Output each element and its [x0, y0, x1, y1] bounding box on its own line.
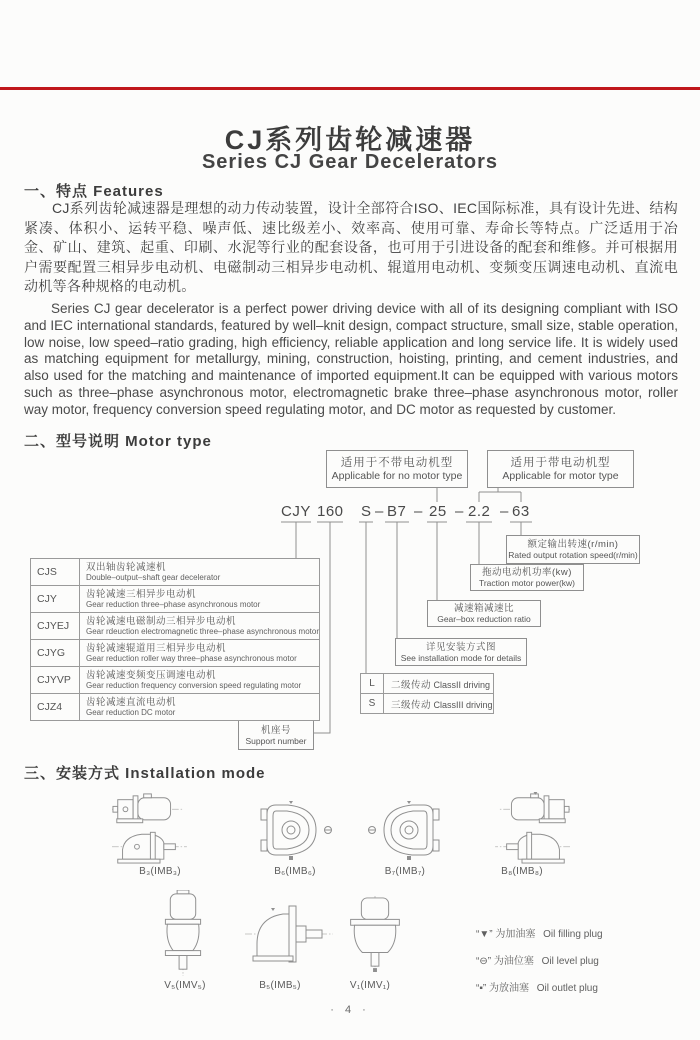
figure-label-b7: B₇(IMB₇) [384, 866, 426, 877]
code-part-ratio: 25 [429, 503, 447, 520]
callout-rated-speed [506, 535, 640, 564]
table-row [31, 667, 320, 694]
page-title-zh: CJ系列齿轮减速器 [224, 125, 476, 155]
note-zh: 为放油塞 [489, 983, 529, 994]
page-number: · 4 · [330, 1004, 370, 1016]
model-desc-zh: 齿轮减速直流电动机 [85, 696, 176, 708]
model-desc-zh: 齿轮减速电磁制动三相异步电动机 [85, 615, 236, 627]
figure-label-v5: V₅(IMV₅) [164, 980, 206, 991]
callout-support-number-en: Support number [245, 735, 307, 746]
drive-desc-zh: 二级传动 [391, 679, 432, 691]
features-paragraph-zh: CJ系列齿轮减速器是理想的动力传动装置，设计全部符合ISO、IEC国际标准，具有设计先进、结构紧凑、体积小、运转平稳、噪声低、速比级差小、效率高、使用可靠、寿命长等特点。广泛适用于冶金、矿山、建筑、起重、印刷、水泥等行业的配套设备，也可用于引进设备的配套和维修。并可根据用户需要配置三相异步电动机、电磁制动三相异步电动机、辊道用电动机、变频变压调速电动机、直流电动机等各种规格的电动机。 [24, 200, 678, 294]
model-code: CJYEJ [31, 613, 80, 640]
drive-key: L [361, 674, 384, 694]
code-part-mounting: B7 [387, 503, 407, 520]
drive-desc-en: ClassII driving [433, 679, 491, 690]
figure-label-b8: B₈(IMB₈) [501, 866, 543, 877]
note-en: Oil outlet plug [536, 983, 598, 994]
oil-level-plug-symbol: “⊖” [476, 956, 492, 967]
code-part-speed: 63 [512, 503, 530, 520]
drive-desc-zh: 三级传动 [391, 699, 432, 711]
model-desc-zh: 双出轴齿轮减速机 [85, 561, 166, 573]
note-en: Oil filling plug [543, 929, 603, 940]
note-en: Oil level plug [541, 956, 599, 967]
model-desc-en: Gear reduction three–phase asynchronous motor [85, 599, 261, 609]
callout-no-motor-type [326, 450, 468, 488]
figure-v5 [153, 890, 213, 978]
code-dash-2: – [414, 503, 423, 520]
callout-motor-type-zh: 适用于带电动机型 [510, 457, 611, 469]
model-code: CJYG [31, 640, 80, 667]
note-zh: 为加油塞 [495, 929, 536, 940]
callout-installation-ref [395, 638, 527, 666]
installation-heading: 三、安装方式 Installation mode [24, 765, 266, 782]
model-desc-en: Double–output–shaft gear decelerator [85, 572, 221, 582]
figure-b7 [362, 800, 448, 860]
model-desc-en: Gear reduction roller way three–phase asynchronous motor [85, 653, 297, 663]
callout-motor-type-en: Applicable for motor type [502, 470, 619, 482]
note-zh: 为油位塞 [493, 956, 534, 967]
figure-b5 [245, 898, 335, 970]
model-desc-en: Gear rdeuction electromagnetic three–phase asynchronous motor [85, 626, 319, 636]
motor-type-heading: 二、型号说明 Motor type [24, 433, 212, 450]
model-desc-zh: 齿轮减速三相异步电动机 [85, 588, 196, 600]
callout-support-number [238, 720, 314, 750]
model-series-table [30, 558, 320, 721]
table-row [31, 613, 320, 640]
code-dash-3: – [455, 503, 464, 520]
features-heading: 一、特点 Features [24, 183, 164, 200]
figure-label-b3: B₃(IMB₃) [139, 866, 181, 877]
table-row [361, 694, 494, 714]
callout-no-motor-type-en: Applicable for no motor type [331, 470, 463, 482]
model-code: CJZ4 [31, 694, 80, 721]
callout-support-number-zh: 机座号 [260, 724, 291, 736]
model-code: CJYVP [31, 667, 80, 694]
code-part-support: 160 [317, 503, 344, 520]
drive-class-table [360, 673, 494, 714]
figure-label-b6: B₆(IMB₆) [274, 866, 316, 877]
callout-motor-type [487, 450, 634, 488]
callout-reduction-ratio-en: Gear–box reduction ratio [437, 614, 531, 624]
figure-b8 [472, 792, 572, 864]
callout-traction-power-zh: 拖动电动机功率(kw) [482, 567, 572, 578]
code-part-drive: S [361, 503, 372, 520]
callout-installation-ref-en: See installation mode for details [400, 652, 522, 663]
model-code: CJY [31, 586, 80, 613]
model-desc-en: Gear reduction DC motor [85, 707, 176, 717]
table-row [31, 694, 320, 721]
drive-key: S [361, 694, 384, 714]
note-oil-outlet [476, 975, 686, 1002]
callout-reduction-ratio [427, 600, 541, 627]
callout-installation-ref-zh: 详见安装方式图 [425, 641, 496, 653]
model-code: CJS [31, 559, 80, 586]
header-red-rule [0, 87, 700, 90]
oil-plug-notes [476, 921, 686, 1002]
oil-filling-plug-symbol: “▼” [476, 929, 493, 940]
drive-desc-en: ClassIII driving [433, 699, 493, 710]
figure-label-v1: V₁(IMV₁) [349, 980, 391, 991]
model-desc-zh: 齿轮减速变频变压调速电动机 [85, 669, 216, 681]
page-title-en: Series CJ Gear Decelerators [201, 151, 499, 173]
code-part-power: 2.2 [468, 503, 491, 520]
callout-no-motor-type-zh: 适用于不带电动机型 [340, 457, 454, 469]
code-dash-4: – [500, 503, 509, 520]
callout-rated-speed-en: Rated output rotation speed(r/min) [508, 550, 638, 560]
code-part-series: CJY [281, 503, 311, 520]
figure-b3 [110, 792, 210, 864]
model-desc-zh: 齿轮减速辊道用三相异步电动机 [85, 642, 226, 654]
table-row [31, 640, 320, 667]
features-paragraph-en: Series CJ gear decelerator is a perfect power driving device with all of its designing compliant with ISO and IEC international standards, featured by well–knit design, compact structure, small size, stable operation, low noise, low speed–ratio grading, high efficiency, reliable application and long service life. It is widely used as matching equipment for metallurgy, mining, construction, hoisting, printing, and cement industries, and also used for the matching and maintenance of imported equipment.It can be equipped with various motors such as three–phase asynchronous motor, electromagnetic brake three–phase asynchronous motor, roller way motor, frequency conversion speed regulating motor, and DC motor as requested by customer. [24, 301, 678, 417]
model-desc-en: Gear reduction frequency conversion speed regulating motor [85, 680, 302, 690]
callout-traction-power [470, 564, 584, 591]
callout-rated-speed-zh: 额定输出转速(r/min) [527, 539, 619, 550]
table-row [31, 586, 320, 613]
oil-outlet-plug-symbol: “▪” [476, 983, 487, 994]
figure-b6 [252, 800, 338, 860]
note-oil-level [476, 948, 686, 975]
table-row [361, 674, 494, 694]
callout-reduction-ratio-zh: 减速箱减速比 [453, 603, 514, 614]
table-row [31, 559, 320, 586]
note-oil-filling [476, 921, 686, 948]
figure-label-b5: B₅(IMB₅) [259, 980, 301, 991]
figure-v1 [330, 896, 420, 972]
code-dash-1: – [375, 503, 384, 520]
callout-traction-power-en: Traction motor power(kw) [478, 578, 576, 588]
